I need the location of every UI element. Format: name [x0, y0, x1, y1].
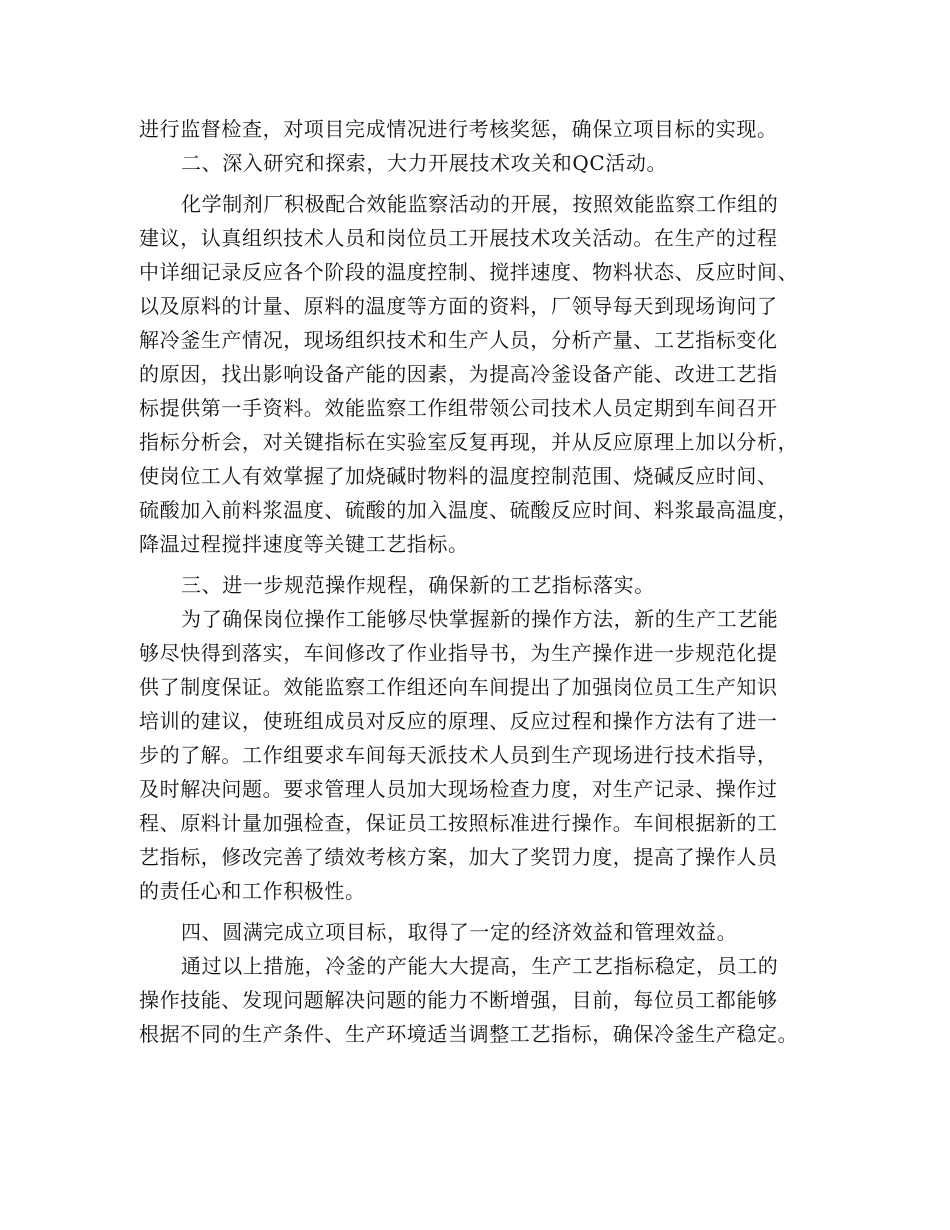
text-line: 进行监督检查，对项目完成情况进行考核奖惩，确保立项目标的实现。 — [139, 117, 778, 141]
text-line: 以及原料的计量、原料的温度等方面的资料，厂领导每天到现场询问了 — [139, 294, 778, 318]
text-line: 标提供第一手资料。效能监察工作组带领公司技术人员定期到车间召开 — [139, 396, 778, 420]
text-line: 建议，认真组织技术人员和岗位员工开展技术攻关活动。在生产的过程 — [139, 226, 778, 250]
section-heading-4: 四、圆满完成立项目标，取得了一定的经济效益和管理效益。 — [181, 920, 738, 944]
text-line: 解冷釜生产情况，现场组织技术和生产人员，分析产量、工艺指标变化 — [139, 328, 778, 352]
paragraph-line: 通过以上措施，冷釜的产能大大提高，生产工艺指标稳定，员工的 — [181, 954, 779, 978]
text-line: 艺指标，修改完善了绩效考核方案，加大了奖罚力度，提高了操作人员 — [139, 845, 778, 869]
text-line: 及时解决问题。要求管理人员加大现场检查力度，对生产记录、操作过 — [139, 777, 778, 801]
text-line: 中详细记录反应各个阶段的温度控制、搅拌速度、物料状态、反应时间、 — [139, 260, 799, 284]
text-line: 步的了解。工作组要求车间每天派技术人员到生产现场进行技术指导， — [139, 743, 778, 767]
paragraph-line: 化学制剂厂积极配合效能监察活动的开展，按照效能监察工作组的 — [181, 192, 779, 216]
text-line: 硫酸加入前料浆温度、硫酸的加入温度、硫酸反应时间、料浆最高温度， — [139, 498, 799, 522]
text-line: 使岗位工人有效掌握了加烧碱时物料的温度控制范围、烧碱反应时间、 — [139, 464, 778, 488]
text-line: 指标分析会，对关键指标在实验室反复再现，并从反应原理上加以分析， — [139, 430, 799, 454]
text-line: 程、原料计量加强检查，保证员工按照标准进行操作。车间根据新的工 — [139, 811, 778, 835]
section-heading-3: 三、进一步规范操作规程，确保新的工艺指标落实。 — [181, 573, 655, 597]
paragraph-line: 为了确保岗位操作工能够尽快掌握新的操作方法，新的生产工艺能 — [181, 607, 779, 631]
text-line: 培训的建议，使班组成员对反应的原理、反应过程和操作方法有了进一 — [139, 709, 778, 733]
text-line: 根据不同的生产条件、生产环境适当调整工艺指标，确保冷釜生产稳定。 — [139, 1022, 799, 1046]
text-line: 供了制度保证。效能监察工作组还向车间提出了加强岗位员工生产知识 — [139, 675, 778, 699]
text-line: 够尽快得到落实，车间修改了作业指导书，为生产操作进一步规范化提 — [139, 641, 778, 665]
text-line: 降温过程搅拌速度等关键工艺指标。 — [139, 532, 469, 556]
section-heading-2: 二、深入研究和探索，大力开展技术攻关和QC活动。 — [181, 151, 668, 175]
text-line: 的责任心和工作积极性。 — [139, 879, 366, 903]
text-line: 操作技能、发现问题解决问题的能力不断增强，目前，每位员工都能够 — [139, 988, 778, 1012]
text-line: 的原因，找出影响设备产能的因素，为提高冷釜设备产能、改进工艺指 — [139, 362, 778, 386]
